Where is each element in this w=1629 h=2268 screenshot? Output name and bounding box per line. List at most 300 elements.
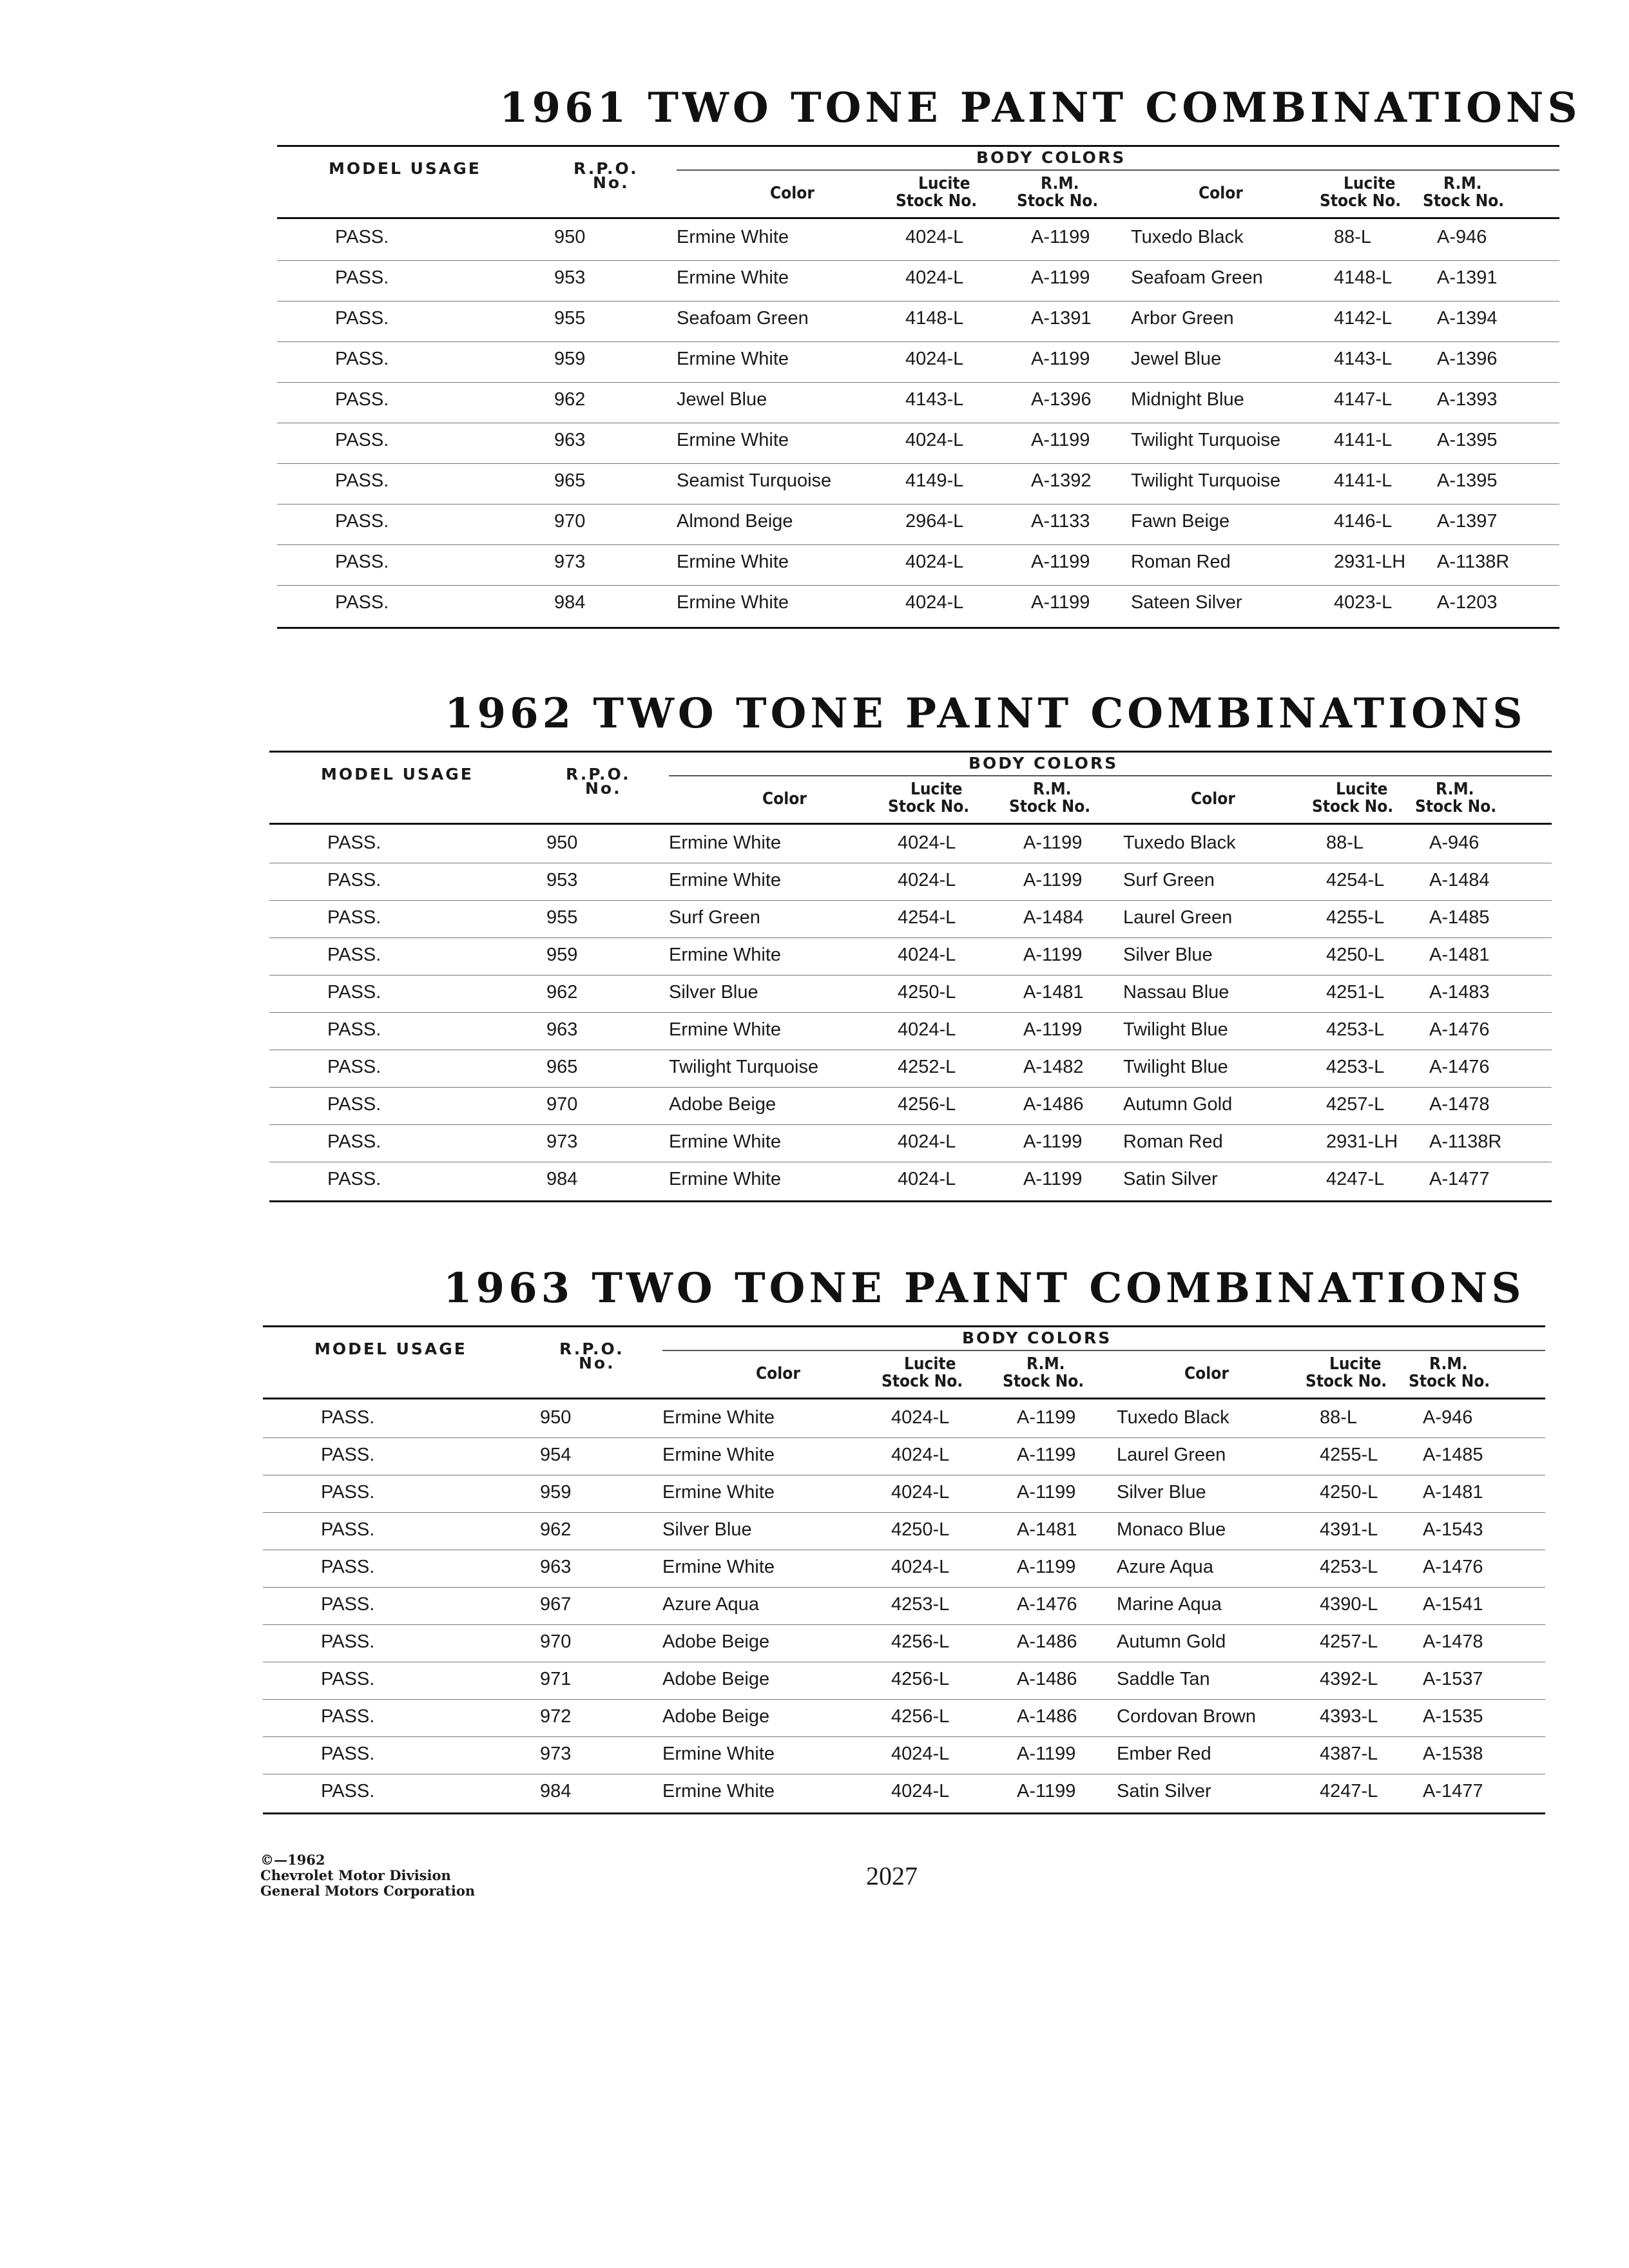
cell-rm-stock-2: A-1535 — [1423, 1706, 1483, 1727]
cell-rm-stock-1: A-1199 — [1017, 1744, 1076, 1764]
row-divider — [269, 1012, 1552, 1013]
cell-rpo-no: 967 — [540, 1594, 572, 1615]
cell-rm-stock-1: A-1396 — [1031, 389, 1092, 410]
cell-rm-stock-1: A-1199 — [1031, 349, 1090, 369]
cell-color-1: Ermine White — [677, 227, 789, 247]
cell-lucite-stock-1: 4024-L — [891, 1407, 950, 1428]
table-row — [263, 1628, 1545, 1666]
cell-color-1: Adobe Beige — [669, 1094, 776, 1115]
header-model-usage: MODEL USAGE — [329, 159, 481, 178]
header-color-1: Color — [762, 789, 807, 809]
cell-color-2: Marine Aqua — [1117, 1594, 1222, 1615]
cell-lucite-stock-1: 4024-L — [905, 227, 964, 247]
cell-lucite-stock-2: 4257-L — [1320, 1631, 1378, 1652]
header-lucite-2: Lucite — [1336, 780, 1388, 799]
header-lucite-stock-1: Stock No. — [896, 191, 978, 211]
header-body-colors: BODY COLORS — [962, 1329, 1112, 1347]
header-lucite-stock-2: Stock No. — [1312, 797, 1394, 816]
cell-lucite-stock-2: 4247-L — [1320, 1781, 1378, 1802]
cell-rm-stock-2: A-1397 — [1437, 511, 1498, 532]
cell-rpo-no: 973 — [546, 1131, 578, 1152]
cell-model-usage: PASS. — [327, 1019, 381, 1040]
cell-color-1: Ermine White — [669, 945, 782, 965]
cell-rm-stock-2: A-1478 — [1429, 1094, 1490, 1115]
cell-color-2: Ember Red — [1117, 1744, 1211, 1764]
cell-rm-stock-2: A-1203 — [1437, 592, 1498, 613]
body-colors-rule — [662, 1350, 1545, 1351]
row-divider — [263, 1587, 1545, 1588]
row-divider — [263, 1699, 1545, 1700]
cell-lucite-stock-2: 4247-L — [1326, 1169, 1385, 1189]
cell-lucite-stock-1: 4024-L — [905, 349, 964, 369]
cell-color-2: Laurel Green — [1123, 907, 1233, 928]
cell-lucite-stock-1: 4253-L — [891, 1594, 950, 1615]
cell-lucite-stock-1: 4256-L — [891, 1706, 950, 1727]
cell-lucite-stock-1: 4148-L — [905, 308, 964, 329]
cell-model-usage: PASS. — [321, 1519, 375, 1540]
cell-rm-stock-2: A-1395 — [1437, 430, 1498, 450]
cell-color-2: Satin Silver — [1123, 1169, 1218, 1189]
cell-color-2: Fawn Beige — [1131, 511, 1230, 532]
table-title: 1961 TWO TONE PAINT COMBINATIONS — [499, 84, 1581, 132]
table-row — [277, 386, 1559, 427]
table-row — [269, 1016, 1552, 1053]
cell-color-1: Ermine White — [677, 349, 789, 369]
body-colors-rule — [669, 775, 1552, 776]
cell-model-usage: PASS. — [321, 1744, 375, 1764]
cell-rm-stock-1: A-1391 — [1031, 308, 1092, 329]
cell-color-1: Ermine White — [669, 1019, 782, 1040]
table-title: 1962 TWO TONE PAINT COMBINATIONS — [445, 689, 1527, 738]
cell-color-1: Ermine White — [669, 1131, 782, 1152]
cell-color-2: Tuxedo Black — [1123, 832, 1236, 853]
cell-rm-stock-2: A-1481 — [1429, 945, 1490, 965]
cell-rm-stock-1: A-1199 — [1023, 1169, 1083, 1189]
cell-lucite-stock-2: 4392-L — [1320, 1669, 1378, 1689]
cell-model-usage: PASS. — [327, 1057, 381, 1077]
row-divider — [269, 1087, 1552, 1088]
header-rpo-no: No. — [585, 779, 622, 798]
cell-rpo-no: 973 — [554, 552, 586, 572]
cell-rpo-no: 965 — [546, 1057, 578, 1077]
cell-lucite-stock-1: 4024-L — [891, 1482, 950, 1503]
cell-rpo-no: 970 — [540, 1631, 572, 1652]
cell-lucite-stock-1: 4256-L — [898, 1094, 956, 1115]
cell-model-usage: PASS. — [335, 470, 389, 491]
cell-lucite-stock-2: 88-L — [1326, 832, 1364, 853]
header-rm-1: R.M. — [1041, 174, 1079, 193]
table-row — [263, 1703, 1545, 1740]
cell-color-1: Jewel Blue — [677, 389, 767, 410]
cell-rm-stock-1: A-1486 — [1017, 1706, 1077, 1727]
header-rpo: R.P.O. — [574, 159, 639, 178]
cell-rm-stock-2: A-1396 — [1437, 349, 1498, 369]
header-body-colors: BODY COLORS — [969, 754, 1119, 773]
header-color-2: Color — [1199, 184, 1243, 203]
cell-rm-stock-2: A-1476 — [1429, 1057, 1490, 1077]
header-rpo: R.P.O. — [559, 1340, 624, 1358]
table-row — [269, 1053, 1552, 1091]
cell-rm-stock-1: A-1199 — [1017, 1482, 1076, 1503]
header-rm-2: R.M. — [1429, 1354, 1468, 1374]
header-lucite-2: Lucite — [1329, 1354, 1382, 1374]
cell-lucite-stock-1: 4024-L — [891, 1744, 950, 1764]
cell-lucite-stock-1: 4024-L — [905, 592, 964, 613]
header-lucite-stock-1: Stock No. — [882, 1372, 963, 1391]
cell-rm-stock-2: A-1485 — [1423, 1445, 1483, 1465]
cell-color-2: Silver Blue — [1117, 1482, 1206, 1503]
cell-lucite-stock-1: 4024-L — [891, 1557, 950, 1577]
cell-rm-stock-1: A-1199 — [1031, 430, 1090, 450]
header-rm-1: R.M. — [1033, 780, 1072, 799]
cell-lucite-stock-2: 4257-L — [1326, 1094, 1385, 1115]
row-divider — [277, 301, 1559, 302]
cell-rm-stock-1: A-1392 — [1031, 470, 1092, 491]
cell-color-2: Tuxedo Black — [1131, 227, 1244, 247]
cell-model-usage: PASS. — [327, 1131, 381, 1152]
cell-lucite-stock-1: 4143-L — [905, 389, 964, 410]
cell-color-1: Ermine White — [662, 1781, 775, 1802]
cell-rm-stock-1: A-1199 — [1017, 1557, 1076, 1577]
cell-rpo-no: 959 — [554, 349, 586, 369]
row-divider — [263, 1512, 1545, 1513]
top-rule — [277, 145, 1559, 147]
cell-rpo-no: 954 — [540, 1445, 572, 1465]
cell-rm-stock-2: A-946 — [1423, 1407, 1473, 1428]
cell-lucite-stock-1: 4256-L — [891, 1631, 950, 1652]
cell-model-usage: PASS. — [335, 430, 389, 450]
cell-rpo-no: 959 — [546, 945, 578, 965]
header-lucite-stock-2: Stock No. — [1320, 191, 1402, 211]
cell-rm-stock-1: A-1199 — [1031, 592, 1090, 613]
cell-rm-stock-1: A-1199 — [1023, 1131, 1083, 1152]
cell-rpo-no: 973 — [540, 1744, 572, 1764]
header-color-2: Color — [1191, 789, 1235, 809]
cell-lucite-stock-2: 4253-L — [1320, 1557, 1378, 1577]
footer-copyright: ©—1962 — [260, 1852, 325, 1868]
cell-color-1: Ermine White — [669, 1169, 782, 1189]
header-model-usage: MODEL USAGE — [314, 1340, 467, 1358]
cell-rm-stock-1: A-1482 — [1023, 1057, 1084, 1077]
cell-rpo-no: 962 — [546, 982, 578, 1003]
cell-rm-stock-1: A-1481 — [1023, 982, 1084, 1003]
cell-rm-stock-2: A-1477 — [1423, 1781, 1483, 1802]
table-row — [269, 1166, 1552, 1203]
cell-model-usage: PASS. — [321, 1781, 375, 1802]
cell-color-1: Adobe Beige — [662, 1669, 770, 1689]
cell-rpo-no: 963 — [546, 1019, 578, 1040]
header-rpo-no: No. — [593, 173, 630, 192]
table-row — [269, 979, 1552, 1016]
cell-rm-stock-2: A-1477 — [1429, 1169, 1490, 1189]
cell-color-2: Roman Red — [1123, 1131, 1223, 1152]
bottom-rule — [269, 1200, 1552, 1202]
cell-color-1: Ermine White — [662, 1482, 775, 1503]
cell-rm-stock-1: A-1199 — [1031, 227, 1090, 247]
cell-color-2: Surf Green — [1123, 870, 1215, 890]
cell-rm-stock-1: A-1199 — [1023, 945, 1083, 965]
cell-rm-stock-1: A-1486 — [1017, 1669, 1077, 1689]
header-rm-2: R.M. — [1443, 174, 1482, 193]
header-body-colors: BODY COLORS — [976, 148, 1126, 167]
cell-model-usage: PASS. — [321, 1594, 375, 1615]
cell-lucite-stock-2: 4254-L — [1326, 870, 1385, 890]
cell-model-usage: PASS. — [321, 1407, 375, 1428]
cell-rpo-no: 970 — [554, 511, 586, 532]
cell-lucite-stock-2: 4255-L — [1320, 1445, 1378, 1465]
cell-color-2: Laurel Green — [1117, 1445, 1226, 1465]
row-divider — [269, 1124, 1552, 1125]
cell-lucite-stock-1: 4024-L — [891, 1781, 950, 1802]
header-rm-1: R.M. — [1027, 1354, 1065, 1374]
cell-color-1: Almond Beige — [677, 511, 793, 532]
cell-color-1: Ermine White — [677, 592, 789, 613]
cell-lucite-stock-1: 4149-L — [905, 470, 964, 491]
cell-color-1: Ermine White — [662, 1407, 775, 1428]
cell-rm-stock-1: A-1484 — [1023, 907, 1084, 928]
cell-model-usage: PASS. — [327, 1094, 381, 1115]
cell-lucite-stock-2: 4393-L — [1320, 1706, 1378, 1727]
cell-rpo-no: 950 — [546, 832, 578, 853]
footer-corporation: General Motors Corporation — [260, 1883, 476, 1899]
cell-color-2: Twilight Turquoise — [1131, 470, 1281, 491]
cell-rm-stock-1: A-1199 — [1031, 552, 1090, 572]
header-lucite-stock-1: Stock No. — [888, 797, 970, 816]
table-row — [263, 1441, 1545, 1479]
header-rule — [269, 823, 1552, 825]
cell-color-1: Twilight Turquoise — [669, 1057, 819, 1077]
header-rm-stock-1: Stock No. — [1003, 1372, 1084, 1391]
cell-rm-stock-2: A-1393 — [1437, 389, 1498, 410]
cell-rpo-no: 962 — [554, 389, 586, 410]
cell-model-usage: PASS. — [335, 308, 389, 329]
cell-lucite-stock-2: 4146-L — [1334, 511, 1393, 532]
cell-rpo-no: 984 — [540, 1781, 572, 1802]
cell-color-1: Ermine White — [677, 430, 789, 450]
row-divider — [277, 544, 1559, 545]
cell-color-1: Ermine White — [677, 552, 789, 572]
cell-rm-stock-1: A-1476 — [1017, 1594, 1077, 1615]
cell-rm-stock-2: A-1543 — [1423, 1519, 1483, 1540]
cell-color-1: Silver Blue — [669, 982, 758, 1003]
header-lucite-stock-2: Stock No. — [1306, 1372, 1387, 1391]
cell-lucite-stock-2: 88-L — [1320, 1407, 1358, 1428]
cell-lucite-stock-2: 4391-L — [1320, 1519, 1378, 1540]
row-divider — [277, 382, 1559, 383]
cell-color-1: Adobe Beige — [662, 1631, 770, 1652]
cell-lucite-stock-1: 4254-L — [898, 907, 956, 928]
cell-color-2: Autumn Gold — [1123, 1094, 1233, 1115]
table-row — [277, 467, 1559, 508]
cell-rm-stock-2: A-1395 — [1437, 470, 1498, 491]
cell-rm-stock-1: A-1486 — [1023, 1094, 1084, 1115]
cell-rpo-no: 984 — [554, 592, 586, 613]
cell-color-2: Saddle Tan — [1117, 1669, 1210, 1689]
cell-color-2: Arbor Green — [1131, 308, 1234, 329]
cell-model-usage: PASS. — [321, 1482, 375, 1503]
cell-model-usage: PASS. — [327, 945, 381, 965]
cell-color-1: Ermine White — [662, 1744, 775, 1764]
cell-lucite-stock-1: 4024-L — [905, 430, 964, 450]
header-rm-2: R.M. — [1436, 780, 1474, 799]
row-divider — [277, 260, 1559, 261]
table-row — [263, 1404, 1545, 1441]
cell-color-2: Cordovan Brown — [1117, 1706, 1256, 1727]
cell-lucite-stock-2: 4147-L — [1334, 389, 1393, 410]
cell-lucite-stock-1: 4024-L — [891, 1445, 950, 1465]
row-divider — [277, 585, 1559, 586]
header-rm-stock-2: Stock No. — [1409, 1372, 1490, 1391]
cell-model-usage: PASS. — [335, 389, 389, 410]
cell-rpo-no: 962 — [540, 1519, 572, 1540]
cell-color-1: Azure Aqua — [662, 1594, 759, 1615]
cell-lucite-stock-1: 4024-L — [898, 945, 956, 965]
cell-color-1: Adobe Beige — [662, 1706, 770, 1727]
header-rpo-no: No. — [579, 1354, 615, 1372]
cell-model-usage: PASS. — [335, 267, 389, 288]
cell-rpo-no: 950 — [540, 1407, 572, 1428]
row-divider — [269, 937, 1552, 938]
cell-rm-stock-2: A-1484 — [1429, 870, 1490, 890]
table-row — [269, 1128, 1552, 1166]
cell-rpo-no: 972 — [540, 1706, 572, 1727]
top-rule — [263, 1325, 1545, 1327]
cell-rm-stock-2: A-946 — [1437, 227, 1487, 247]
table-row — [277, 345, 1559, 386]
bottom-rule — [263, 1812, 1545, 1814]
cell-rm-stock-1: A-1486 — [1017, 1631, 1077, 1652]
cell-lucite-stock-1: 4024-L — [905, 552, 964, 572]
table-row — [269, 867, 1552, 904]
cell-model-usage: PASS. — [327, 1169, 381, 1189]
row-divider — [263, 1437, 1545, 1438]
header-lucite-1: Lucite — [918, 174, 970, 193]
cell-lucite-stock-1: 2964-L — [905, 511, 964, 532]
cell-model-usage: PASS. — [321, 1669, 375, 1689]
cell-rm-stock-2: A-1485 — [1429, 907, 1490, 928]
cell-lucite-stock-1: 4250-L — [898, 982, 956, 1003]
table-row — [263, 1666, 1545, 1703]
table-row — [263, 1479, 1545, 1516]
cell-rm-stock-2: A-1391 — [1437, 267, 1498, 288]
header-model-usage: MODEL USAGE — [321, 765, 474, 783]
cell-rm-stock-1: A-1133 — [1031, 511, 1090, 532]
cell-rpo-no: 955 — [554, 308, 586, 329]
cell-color-2: Roman Red — [1131, 552, 1231, 572]
cell-model-usage: PASS. — [327, 870, 381, 890]
cell-color-1: Ermine White — [662, 1445, 775, 1465]
cell-model-usage: PASS. — [321, 1706, 375, 1727]
cell-color-1: Surf Green — [669, 907, 760, 928]
cell-rm-stock-1: A-1199 — [1031, 267, 1090, 288]
cell-color-2: Satin Silver — [1117, 1781, 1211, 1802]
cell-color-2: Jewel Blue — [1131, 349, 1222, 369]
cell-color-1: Ermine White — [677, 267, 789, 288]
cell-model-usage: PASS. — [327, 982, 381, 1003]
table-row — [269, 829, 1552, 867]
cell-rpo-no: 950 — [554, 227, 586, 247]
cell-color-1: Ermine White — [662, 1557, 775, 1577]
table-row — [269, 1091, 1552, 1128]
header-lucite-1: Lucite — [904, 1354, 956, 1374]
cell-rm-stock-1: A-1199 — [1023, 832, 1083, 853]
cell-color-2: Tuxedo Black — [1117, 1407, 1229, 1428]
table-row — [269, 904, 1552, 941]
cell-lucite-stock-1: 4024-L — [898, 1131, 956, 1152]
cell-rm-stock-2: A-1138R — [1429, 1131, 1502, 1152]
table-row — [263, 1516, 1545, 1553]
cell-color-2: Nassau Blue — [1123, 982, 1229, 1003]
cell-rm-stock-1: A-1199 — [1023, 1019, 1083, 1040]
row-divider — [277, 341, 1559, 342]
cell-rpo-no: 984 — [546, 1169, 578, 1189]
cell-lucite-stock-2: 2931-LH — [1326, 1131, 1398, 1152]
table-row — [263, 1553, 1545, 1591]
cell-rm-stock-2: A-946 — [1429, 832, 1480, 853]
table-row — [263, 1778, 1545, 1815]
cell-lucite-stock-2: 4143-L — [1334, 349, 1393, 369]
cell-rpo-no: 963 — [540, 1557, 572, 1577]
top-rule — [269, 751, 1552, 753]
header-color-1: Color — [756, 1364, 800, 1383]
cell-rm-stock-1: A-1199 — [1017, 1407, 1076, 1428]
header-rm-stock-1: Stock No. — [1017, 191, 1099, 211]
cell-model-usage: PASS. — [327, 907, 381, 928]
table-row — [277, 264, 1559, 305]
cell-lucite-stock-1: 4024-L — [898, 1169, 956, 1189]
cell-color-2: Sateen Silver — [1131, 592, 1242, 613]
cell-lucite-stock-2: 88-L — [1334, 227, 1372, 247]
table-row — [277, 305, 1559, 345]
cell-rpo-no: 970 — [546, 1094, 578, 1115]
cell-lucite-stock-2: 4390-L — [1320, 1594, 1378, 1615]
cell-lucite-stock-2: 4251-L — [1326, 982, 1385, 1003]
cell-rm-stock-2: A-1481 — [1423, 1482, 1483, 1503]
cell-rpo-no: 963 — [554, 430, 586, 450]
cell-rm-stock-2: A-1138R — [1437, 552, 1510, 572]
header-rm-stock-2: Stock No. — [1415, 797, 1497, 816]
row-divider — [269, 900, 1552, 901]
cell-lucite-stock-2: 4253-L — [1326, 1057, 1385, 1077]
cell-color-2: Monaco Blue — [1117, 1519, 1226, 1540]
cell-color-1: Silver Blue — [662, 1519, 752, 1540]
cell-model-usage: PASS. — [335, 349, 389, 369]
cell-lucite-stock-2: 4250-L — [1320, 1482, 1378, 1503]
cell-model-usage: PASS. — [335, 227, 389, 247]
cell-color-1: Seafoam Green — [677, 308, 809, 329]
cell-color-2: Twilight Turquoise — [1131, 430, 1281, 450]
page-number: 2027 — [866, 1861, 918, 1890]
cell-rpo-no: 953 — [546, 870, 578, 890]
cell-model-usage: PASS. — [321, 1631, 375, 1652]
cell-lucite-stock-1: 4024-L — [898, 1019, 956, 1040]
cell-rm-stock-2: A-1476 — [1429, 1019, 1490, 1040]
row-divider — [277, 504, 1559, 505]
table-row — [277, 427, 1559, 467]
header-rule — [277, 217, 1559, 219]
cell-model-usage: PASS. — [321, 1557, 375, 1577]
row-divider — [263, 1624, 1545, 1625]
table-row — [269, 941, 1552, 979]
cell-rm-stock-2: A-1537 — [1423, 1669, 1483, 1689]
cell-lucite-stock-2: 4142-L — [1334, 308, 1393, 329]
header-lucite-1: Lucite — [911, 780, 963, 799]
table-row — [277, 548, 1559, 589]
header-lucite-2: Lucite — [1344, 174, 1396, 193]
cell-color-2: Silver Blue — [1123, 945, 1213, 965]
cell-lucite-stock-2: 4255-L — [1326, 907, 1385, 928]
header-rm-stock-2: Stock No. — [1423, 191, 1505, 211]
